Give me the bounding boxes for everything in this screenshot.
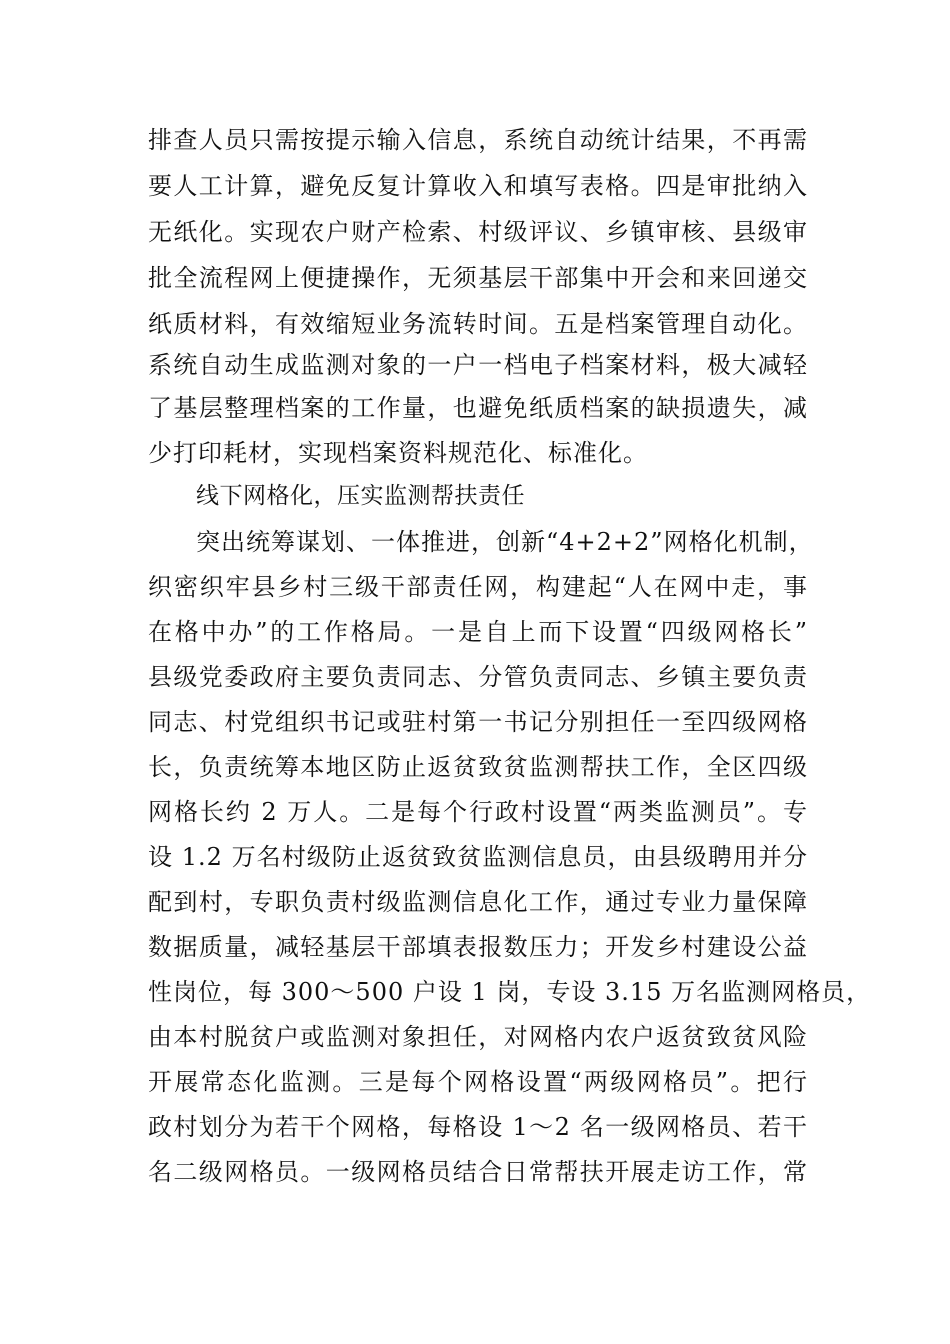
paragraph2-line-12: 由本村脱贫户或监测对象担任，对网格内农户返贫致贫风险 [148,1023,808,1051]
paragraph1-line-7: 了基层整理档案的工作量，也避免纸质档案的缺损遗失，减 [148,394,808,422]
paragraph1-line-2: 要人工计算，避免反复计算收入和填写表格。四是审批纳入 [148,172,808,200]
paragraph1-line-4: 批全流程网上便捷操作，无须基层干部集中开会和来回递交 [148,264,808,292]
paragraph2-line-9: 配到村，专职负责村级监测信息化工作，通过专业力量保障 [148,888,808,916]
paragraph2-line-2: 织密织牢县乡村三级干部责任网，构建起“人在网中走，事 [148,573,808,601]
paragraph2-line-6: 长，负责统筹本地区防止返贫致贫监测帮扶工作，全区四级 [148,753,808,781]
paragraph2-line-8: 设 1.2 万名村级防止返贫致贫监测信息员，由县级聘用并分 [148,843,808,871]
paragraph1-line-3: 无纸化。实现农户财产检索、村级评议、乡镇审核、县级审 [148,218,808,246]
paragraph1-line-6: 系统自动生成监测对象的一户一档电子档案材料，极大减轻 [148,351,808,379]
section-heading: 线下网格化，压实监测帮扶责任 [196,483,525,509]
paragraph2-line-3: 在格中办”的工作格局。一是自上而下设置“四级网格长” [148,618,808,646]
paragraph2-line-14: 政村划分为若干个网格，每格设 1～2 名一级网格员、若干 [148,1113,808,1141]
paragraph2-line-1: 突出统筹谋划、一体推进，创新“4+2+2”网格化机制， [196,528,814,556]
paragraph2-line-15: 名二级网格员。一级网格员结合日常帮扶开展走访工作，常 [148,1158,808,1186]
paragraph2-line-10: 数据质量，减轻基层干部填表报数压力；开发乡村建设公益 [148,933,808,961]
paragraph2-line-13: 开展常态化监测。三是每个网格设置“两级网格员”。把行 [148,1068,808,1096]
paragraph2-line-4: 县级党委政府主要负责同志、分管负责同志、乡镇主要负责 [148,663,808,691]
paragraph2-line-7: 网格长约 2 万人。二是每个行政村设置“两类监测员”。专 [148,798,808,826]
paragraph1-line-1: 排查人员只需按提示输入信息，系统自动统计结果，不再需 [148,126,808,154]
paragraph1-line-8: 少打印耗材，实现档案资料规范化、标准化。 [148,439,648,467]
paragraph2-line-5: 同志、村党组织书记或驻村第一书记分别担任一至四级网格 [148,708,808,736]
paragraph2-line-11: 性岗位，每 300～500 户设 1 岗，专设 3.15 万名监测网格员， [148,978,872,1006]
paragraph1-line-5: 纸质材料，有效缩短业务流转时间。五是档案管理自动化。 [148,310,808,338]
